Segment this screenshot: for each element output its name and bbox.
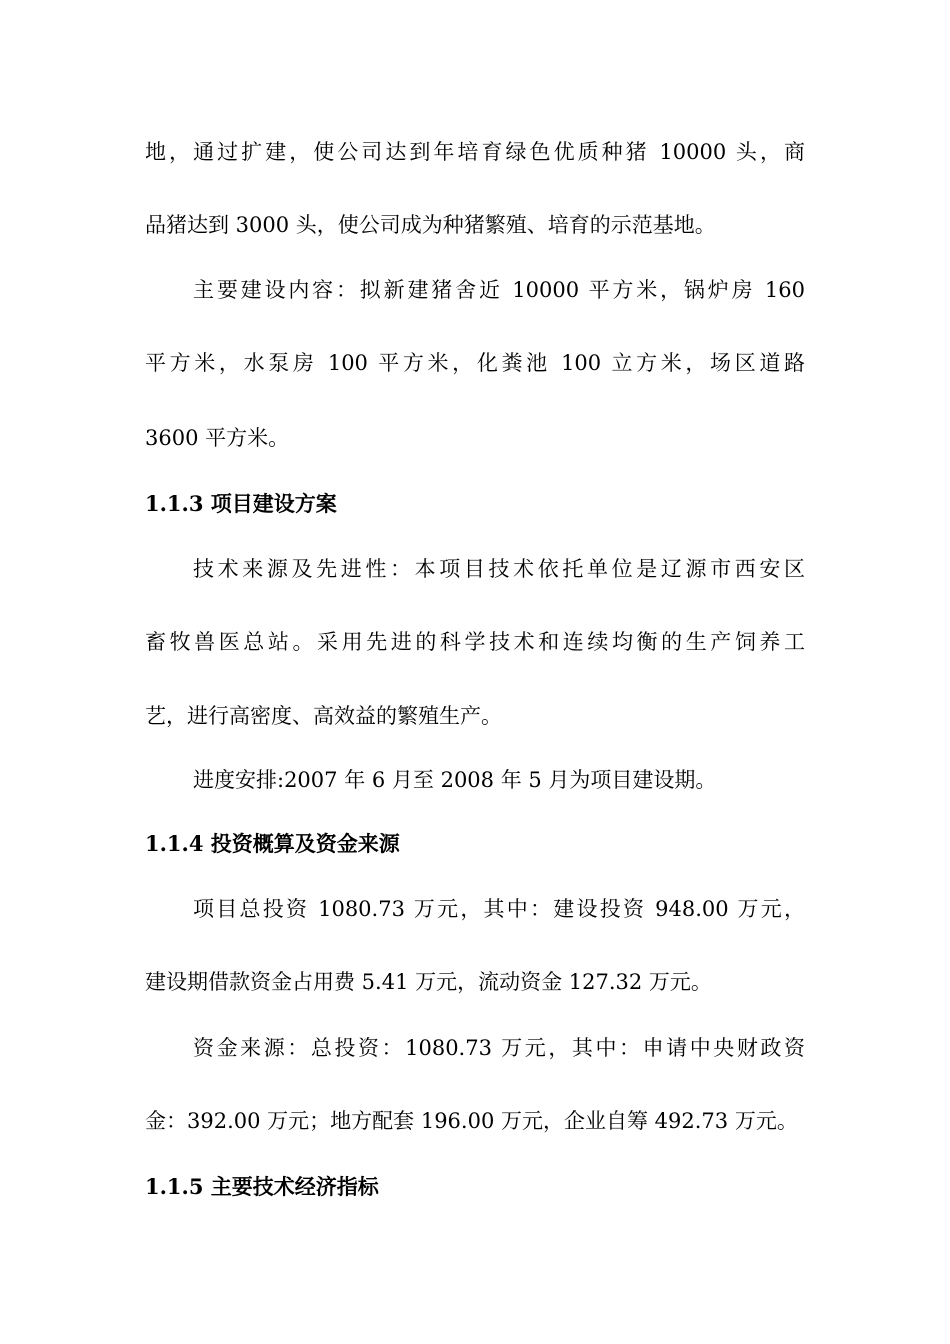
paragraph-line: 品猪达到 3000 头，使公司成为种猪繁殖、培育的示范基地。 bbox=[145, 213, 716, 237]
paragraph-line: 主要建设内容：拟新建猪舍近 10000 平方米，锅炉房 160 bbox=[193, 278, 805, 302]
paragraph-line: 艺，进行高密度、高效益的繁殖生产。 bbox=[145, 704, 502, 728]
paragraph-line: 3600 平方米。 bbox=[145, 426, 290, 450]
section-heading-1-1-5: 1.1.5 主要技术经济指标 bbox=[145, 1174, 379, 1199]
paragraph-line: 项目总投资 1080.73 万元，其中：建设投资 948.00 万元， bbox=[193, 897, 805, 921]
paragraph-line: 进度安排:2007 年 6 月至 2008 年 5 月为项目建设期。 bbox=[193, 768, 717, 792]
paragraph-line: 技术来源及先进性：本项目技术依托单位是辽源市西安区 bbox=[193, 557, 805, 581]
paragraph-line: 平方米，水泵房 100 平方米，化粪池 100 立方米，场区道路 bbox=[145, 351, 805, 375]
paragraph-line: 资金来源：总投资：1080.73 万元，其中：申请中央财政资 bbox=[193, 1036, 805, 1060]
paragraph-line: 建设期借款资金占用费 5.41 万元，流动资金 127.32 万元。 bbox=[145, 970, 712, 994]
paragraph-line: 地，通过扩建，使公司达到年培育绿色优质种猪 10000 头，商 bbox=[145, 140, 805, 164]
paragraph-line: 金：392.00 万元；地方配套 196.00 万元，企业自筹 492.73 万元。 bbox=[145, 1109, 798, 1133]
section-heading-1-1-3: 1.1.3 项目建设方案 bbox=[145, 491, 337, 516]
paragraph-line: 畜牧兽医总站。采用先进的科学技术和连续均衡的生产饲养工 bbox=[145, 630, 805, 654]
section-heading-1-1-4: 1.1.4 投资概算及资金来源 bbox=[145, 831, 400, 856]
